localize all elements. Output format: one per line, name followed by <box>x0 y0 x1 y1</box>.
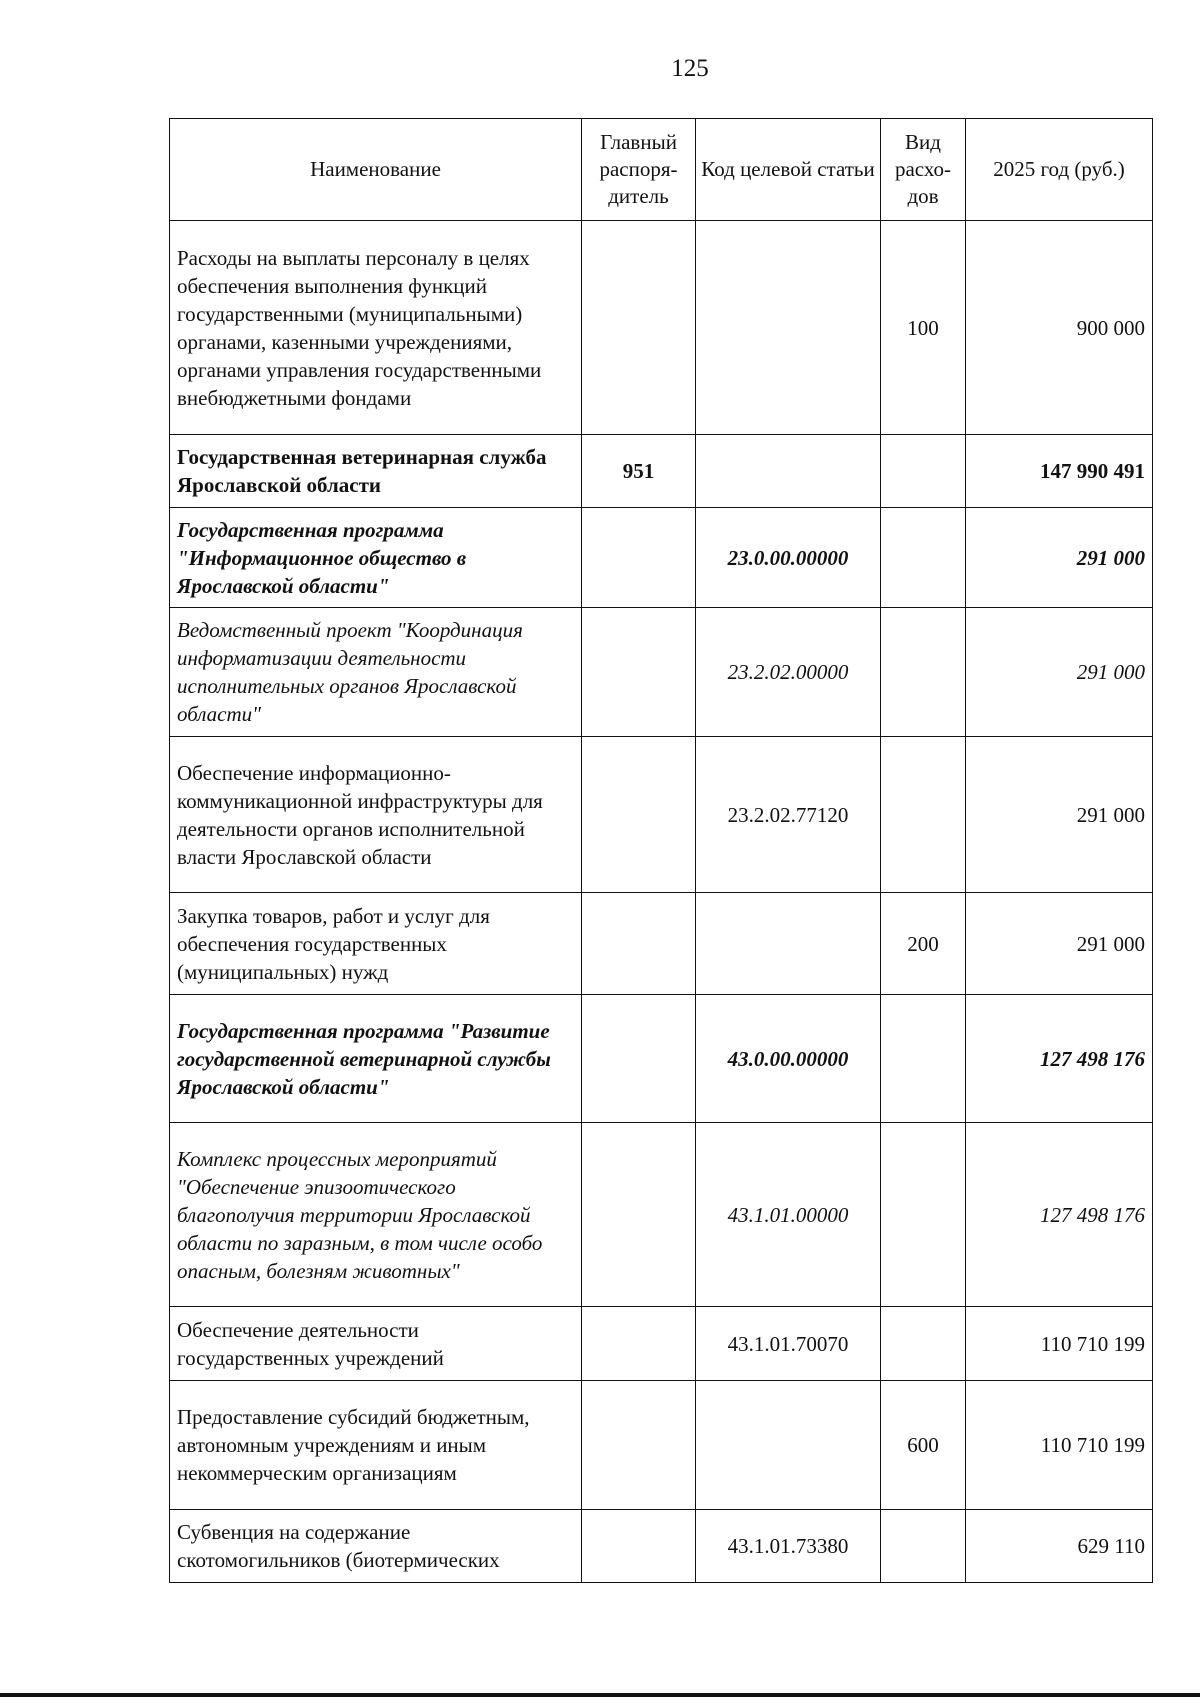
row-code: 23.2.02.00000 <box>696 608 881 737</box>
row-name: Обеспечение деятельности государственных учреждений <box>170 1307 582 1381</box>
row-expense-type <box>881 508 966 608</box>
row-admin <box>582 1307 696 1381</box>
row-name: Обеспечение информационно-коммуникационной инфраструктуры для деятельности органов исполнительной власти Ярославской области <box>170 737 582 893</box>
header-admin: Главный распоря-дитель <box>582 119 696 221</box>
row-expense-type <box>881 1510 966 1583</box>
row-admin <box>582 737 696 893</box>
table-row <box>170 893 1153 995</box>
row-admin <box>582 1123 696 1307</box>
row-amount: 291 000 <box>966 508 1153 608</box>
row-expense-type <box>881 1123 966 1307</box>
row-admin <box>582 508 696 608</box>
table-row <box>170 1510 1153 1583</box>
table-row <box>170 737 1153 893</box>
row-name: Государственная ветеринарная служба Ярославской области <box>170 435 582 508</box>
row-admin <box>582 995 696 1123</box>
row-expense-type <box>881 995 966 1123</box>
row-amount: 900 000 <box>966 221 1153 435</box>
row-admin <box>582 893 696 995</box>
row-code: 43.1.01.00000 <box>696 1123 881 1307</box>
header-code: Код целевой статьи <box>696 119 881 221</box>
row-expense-type: 100 <box>881 221 966 435</box>
scan-edge-rule <box>0 1693 1200 1697</box>
row-amount: 127 498 176 <box>966 1123 1153 1307</box>
row-name: Предоставление субсидий бюджетным, автономным учреждениям и иным некоммерческим организациям <box>170 1381 582 1510</box>
row-amount: 629 110 <box>966 1510 1153 1583</box>
row-code: 23.0.00.00000 <box>696 508 881 608</box>
table-row <box>170 1381 1153 1510</box>
row-expense-type: 600 <box>881 1381 966 1510</box>
header-year: 2025 год (руб.) <box>966 119 1153 221</box>
row-code: 43.1.01.73380 <box>696 1510 881 1583</box>
table-row <box>170 608 1153 737</box>
row-expense-type: 200 <box>881 893 966 995</box>
table-row <box>170 1307 1153 1381</box>
row-name: Закупка товаров, работ и услуг для обеспечения государственных (муниципальных) нужд <box>170 893 582 995</box>
row-admin <box>582 1510 696 1583</box>
row-admin: 951 <box>582 435 696 508</box>
table-row <box>170 508 1153 608</box>
row-admin <box>582 608 696 737</box>
row-expense-type <box>881 608 966 737</box>
header-expense-type: Вид расхо-дов <box>881 119 966 221</box>
row-code <box>696 221 881 435</box>
row-name: Расходы на выплаты персоналу в целях обеспечения выполнения функций государственными (муниципальными) органами, казенными учреждениями, органами управления государственными внебюджетными фондами <box>170 221 582 435</box>
row-amount: 291 000 <box>966 893 1153 995</box>
row-code: 43.0.00.00000 <box>696 995 881 1123</box>
row-expense-type <box>881 737 966 893</box>
table-row <box>170 221 1153 435</box>
row-admin <box>582 221 696 435</box>
row-amount: 291 000 <box>966 608 1153 737</box>
row-code: 43.1.01.70070 <box>696 1307 881 1381</box>
table-row <box>170 995 1153 1123</box>
header-name: Наименование <box>170 119 582 221</box>
row-amount: 291 000 <box>966 737 1153 893</box>
row-amount: 110 710 199 <box>966 1381 1153 1510</box>
row-amount: 127 498 176 <box>966 995 1153 1123</box>
page-number: 125 <box>671 55 709 82</box>
row-expense-type <box>881 1307 966 1381</box>
row-name: Государственная программа "Информационное общество в Ярославской области" <box>170 508 582 608</box>
row-expense-type <box>881 435 966 508</box>
row-name: Ведомственный проект "Координация информатизации деятельности исполнительных органов Ярославской области" <box>170 608 582 737</box>
row-name: Государственная программа "Развитие государственной ветеринарной службы Ярославской области" <box>170 995 582 1123</box>
budget-table <box>169 118 1153 1583</box>
table-row <box>170 1123 1153 1307</box>
row-code <box>696 893 881 995</box>
row-amount: 110 710 199 <box>966 1307 1153 1381</box>
row-amount: 147 990 491 <box>966 435 1153 508</box>
row-code <box>696 1381 881 1510</box>
row-code <box>696 435 881 508</box>
row-code: 23.2.02.77120 <box>696 737 881 893</box>
row-admin <box>582 1381 696 1510</box>
row-name: Субвенция на содержание скотомогильников (биотермических <box>170 1510 582 1583</box>
table-header-row <box>170 119 1153 221</box>
table-row <box>170 435 1153 508</box>
row-name: Комплекс процессных мероприятий "Обеспечение эпизоотического благополучия территории Ярославской области по заразным, в том числе особо опасным, болезням животных" <box>170 1123 582 1307</box>
